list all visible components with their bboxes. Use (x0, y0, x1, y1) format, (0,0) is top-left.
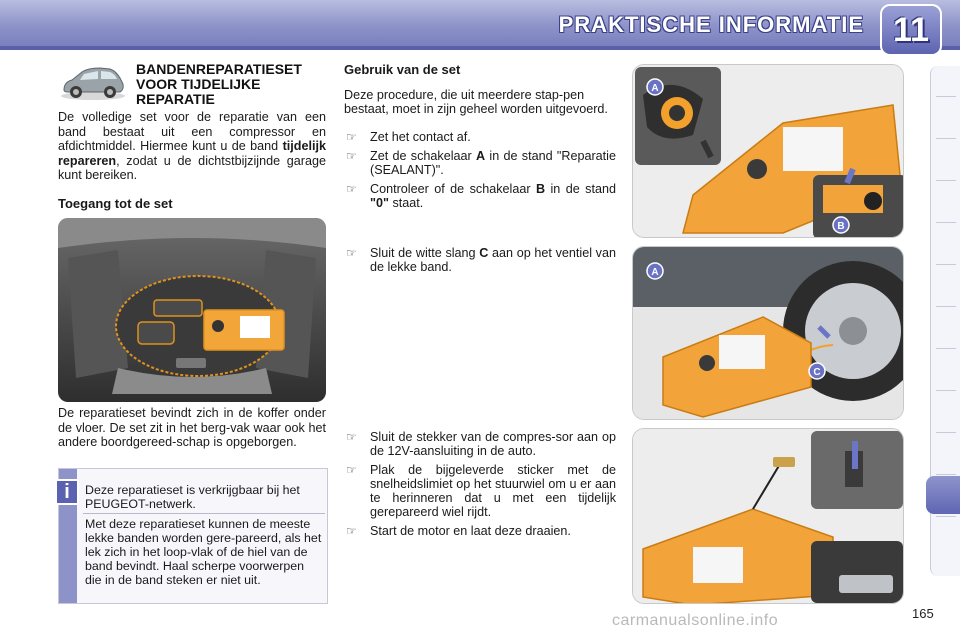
tab-divider (936, 138, 956, 139)
step-text: in de stand "Reparatie (SEALANT)". (370, 149, 616, 177)
step-text: Plak de bijgeleverde sticker met de snelheidslimiet op het stuurwiel om u er aan te herinneren dat u met een tijdelijk gerepareerd wiel rijdt. (370, 463, 616, 519)
tab-divider (936, 264, 956, 265)
figure-12v-plug (632, 428, 904, 604)
step-item (344, 524, 616, 538)
section-title: PRAKTISCHE INFORMATIE (558, 12, 864, 37)
trunk-kit-illustration (58, 218, 326, 402)
tab-divider (936, 474, 956, 475)
tab-divider (936, 180, 956, 181)
step-text: Sluit de witte slang (370, 246, 480, 260)
tab-divider (936, 516, 956, 517)
steps-list-1 (344, 130, 616, 215)
step-item (344, 130, 616, 144)
step-switch-label: A (476, 149, 486, 163)
tab-divider (936, 222, 956, 223)
watermark: carmanualsonline.info (612, 612, 779, 629)
step-switch-label: B (535, 182, 546, 196)
step-text: Controleer of de schakelaar (370, 182, 536, 196)
header-stripe (0, 46, 960, 50)
tab-divider (936, 432, 956, 433)
bullet-icon: ☞ (346, 524, 357, 538)
figure-hose-valve (632, 246, 904, 420)
chapter-number: 11 (893, 10, 929, 49)
info-divider (83, 513, 325, 514)
active-chapter-tab[interactable] (926, 476, 960, 514)
step-item (344, 463, 616, 519)
info-box (58, 468, 328, 604)
bullet-icon: ☞ (346, 463, 357, 477)
steps-list-2 (344, 246, 616, 279)
bullet-icon: ☞ (346, 246, 357, 260)
page-number: 165 (912, 606, 934, 621)
steps-list-3 (344, 430, 616, 543)
intro-paragraph (58, 110, 326, 183)
tab-divider (936, 390, 956, 391)
info-availability: Deze reparatieset is verkrijgbaar bij het PEUGEOT-netwerk. (85, 483, 300, 511)
tab-divider (936, 96, 956, 97)
step-text: aan op het ventiel van de lekke band. (370, 246, 616, 274)
intro-text-end: , zodat u de dichtstbijzijnde garage kunt bereiken. (58, 153, 326, 182)
info-icon: i (55, 479, 79, 505)
step-hose-label: C (479, 246, 489, 260)
step-text: staat. (388, 196, 424, 210)
step-text: Zet de schakelaar (370, 149, 476, 163)
step-text: Sluit de stekker van de compres-sor aan op de 12V-aansluiting in de auto. (370, 430, 616, 458)
tab-divider (936, 348, 956, 349)
car-icon (58, 62, 128, 102)
intro-text: De volledige set voor de reparatie van een band bestaat uit een compressor en afdichtmiddel. Hiermee kunt u de band (58, 110, 326, 153)
bullet-icon: ☞ (346, 430, 357, 444)
step-item (344, 182, 616, 210)
kit-heading: BANDENREPARATIESET VOOR TIJDELIJKE REPARATIE (136, 61, 302, 107)
label-a-second: A (651, 267, 659, 278)
use-heading: Gebruik van de set (344, 62, 461, 77)
step-text: in de stand (545, 182, 616, 196)
location-paragraph: De reparatieset bevindt zich in de koffer onder de vloer. De set zit in het berg-vak waar ook het andere boordgereed-schap is opgeborgen. (58, 406, 326, 449)
step-item (344, 149, 616, 177)
step-text: Zet het contact af. (370, 130, 471, 144)
label-c: C (813, 367, 821, 378)
step-position-value: "0" (370, 196, 389, 210)
bullet-icon: ☞ (346, 149, 357, 163)
header-banner (0, 0, 960, 54)
chapter-badge (880, 4, 942, 56)
step-item (344, 430, 616, 458)
procedure-paragraph: Deze procedure, die uit meerdere stap-pen bestaat, moet in zijn geheel worden uitgevoerd. (344, 88, 608, 116)
bullet-icon: ☞ (346, 130, 357, 144)
label-b: B (837, 221, 845, 232)
label-a: A (651, 83, 659, 94)
intro-emphasis: tijdelijk repareren (58, 139, 326, 168)
bullet-icon: ☞ (346, 182, 357, 196)
tab-divider (936, 306, 956, 307)
access-heading: Toegang tot de set (58, 196, 173, 211)
figure-switches (632, 64, 904, 238)
step-text: Start de motor en laat deze draaien. (370, 524, 571, 538)
step-item (344, 246, 616, 274)
info-usage-note: Met deze reparatieset kunnen de meeste lekke banden worden gere-pareerd, als het lek zich in het loop-vlak of de hiel van de band bevindt. Haal scherpe voorwerpen die in de band steken er niet uit. (85, 517, 322, 587)
